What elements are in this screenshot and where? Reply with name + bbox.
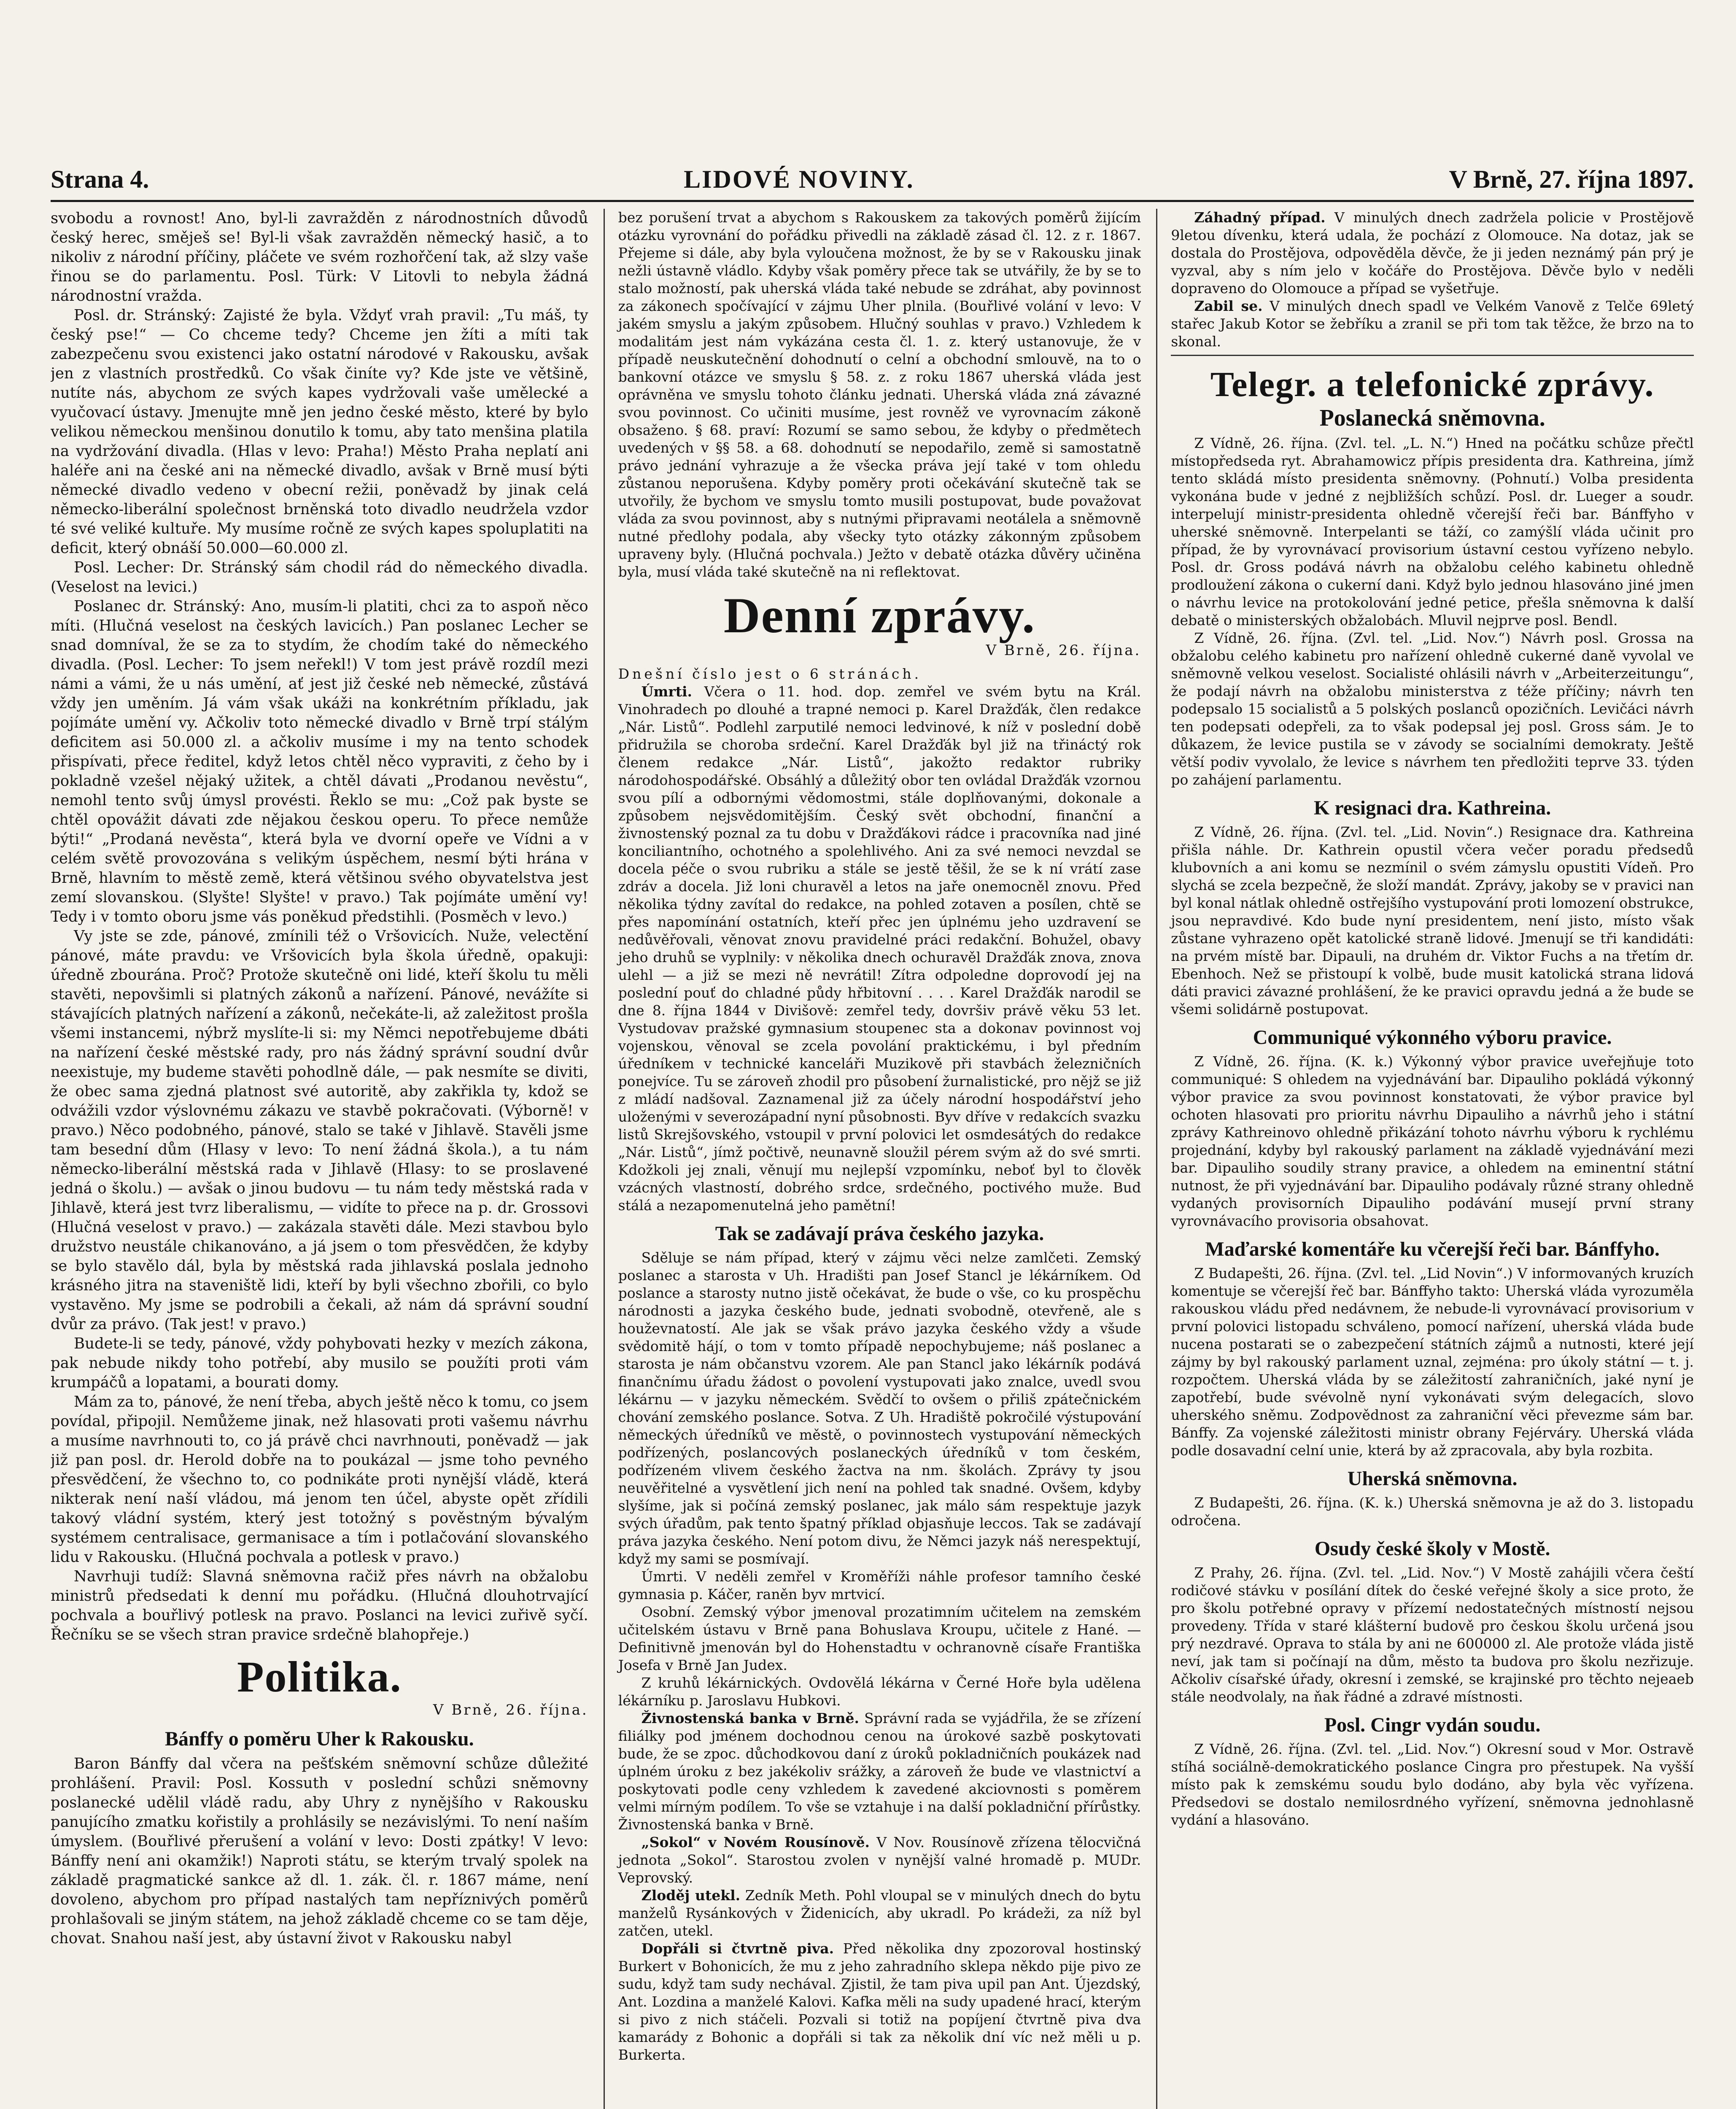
section-title-telegr: Telegr. a telefonické zprávy. xyxy=(1210,365,1655,404)
article-headline: Uherská sněmovna. xyxy=(1347,1467,1518,1490)
news-text: Před několika dny zpozoroval hostinský Burkert v Bohonicích, že mu z jeho zahradního sklepa někdo pije pivo ze sudu, když tam sudy nechával. Zjistil, že tam piva upil pan Ant. Újezdský, Ant. Lozdina a manželé Kalovi. Kafka měli na sudy upadené hrací, kterým si pivo z nich stáčeli. Pozvali si totiž na popíjení čtvrtně piva dva kamarády z Bohonic a dopřáli si tak za několik dní víc než měli u p. Burkerta. xyxy=(618,1940,1141,2063)
paragraph: Budete-li se tedy, pánové, vždy pohybovati hezky v mezích zákona, pak nebude nikdy toho potřebí, aby musilo se použíti proti vám krumpáčů a lopatami, a bourati domy. xyxy=(51,1335,588,1391)
paragraph: Z Vídně, 26. října. (Zvl. tel. „Lid. Novin“.) Resignace dra. Kathreina přišla náhle. Dr. Kathrein opustil včera večer poradu předsedů klubovních a ani komu se nezmínil o svém zámyslu opustiti Vídeň. Pro slychá se zcela bezpečně, že složí mandát. Zprávy, jakoby se v pravici nan byl konal nátlak ohledně ostřejšího vystupování proti lomození obstrukce, jsou nepravdivé. Kdo bude nyní presidentem, není jisto, místo však zůstane vyhrazeno opět katolické straně lidové. Jmenují se tři kandidáti: na prvém místě bar. Dipauli, na druhém dr. Viktor Fuchs a na třetím dr. Ebenhoch. Než se přistoupí k volbě, bude musit katolická strana lidová dáti pravici závazné prohlášení, že ke pravici opravdu jedná a že bude se všemi solidárně postupovat. xyxy=(1171,824,1694,1017)
column-2 xyxy=(604,209,1141,2109)
news-heading: Zabil se. xyxy=(1194,298,1263,314)
divider xyxy=(1171,355,1694,356)
paragraph: Úmrti. V neděli zemřel v Kroměříži náhle profesor tamního české gymnasia p. Káčer, raněn byv mrtvicí. xyxy=(618,1568,1141,1602)
paragraph: Z Vídně, 26. října. (Zvl. tel. „Lid. Nov.“) Návrh posl. Grossa na obžalobu celého kabinetu pro nařízení ohledně cukerné daně vyvolal ve sněmovně velkou veselost. Socialisté ohlásili návrh v „Arbeiterzeitungu“, že podají návrh na obžalobu ministerstva z téže příčiny; návrh ten podepsalo 15 socialistů a 5 polských poslanců opozičních. Levičáci návrh ten podepsati odepřeli, za to však podepsal jej posl. Gross sám. Je to důkazem, že levice pustila se v závody se socialními demokraty. Ještě větší podiv vyvolalo, že levice s návrhem ten předložiti teprve 33. týden po zahájení parlamentu. xyxy=(1171,630,1694,788)
news-text: V Nov. Rousínově zřízena tělocvičná jednota „Sokol“. Starostou zvolen v nynější valné hromadě p. MUDr. Veprovský. xyxy=(618,1834,1141,1886)
place-date: V Brně, 27. října 1897. xyxy=(1449,165,1694,193)
dateline: V Brně, 26. října. xyxy=(433,1702,588,1718)
paragraph: Z Budapešti, 26. října. (Zvl. tel. „Lid Novin“.) V informovaných kruzích komentuje se včerejší řeč bar. Bánffyho takto: Uherská vláda vyrozuměla rakouskou vládu před nedávnem, že nebude-li vyrovnávací provisorium v první polovici listopadu schváleno, pomocí nařízení, uherská vláda bude nucena postarati se o zabezpečení státních zájmů a nutnosti, které její zájmy by byl rakouský parlament uznal, zejména: pro úkoly státní — t. j. rozpočtem. Uherská vláda by se záležitostí zahraničních, jaké nyní je zapotřebí, bude svévolně nyní vykonávati svým delegacích, slovo uherského sněmu. Zodpovědnost za zahraniční věci převezme sám bar. Bánffy. Za vojenské záležitosti ministr obrany Fejérváry. Uherská vláda podle dosavadní celní unie, která by až zpracovala, aby byla rozbita. xyxy=(1171,1265,1694,1459)
paragraph: bez porušení trvat a abychom s Rakouskem za takových poměrů žijícím otázku vyrovnání do pořádku přivedli na základě zásad čl. 12. z r. 1867. Přejeme si dále, aby byla vyloučena možnost, že by se v Rakousku jinak nežli ústavně vládlo. Kdyby však poměry přece tak se utvářily, že by se to stalo možností, pak uherská vláda také nebude se zdráhat, aby povinnost za zákonech spočívající v zájmu Uher plnila. (Bouřlivé volání v levo: V jakém smyslu a jakým způsobem. Hlučný souhlas v pravo.) Vzhledem k modalitám jest nám vykázána cesta čl. 1. z. který ustanovuje, že v případě neuskutečnění dohodnutí o celní a obchodní smlouvě, na to o bankovní otázce ve smyslu § 58. z. z roku 1867 uherská vláda jest oprávněna ve smyslu tohoto článku jednati. Uherská vláda zná závazné svou povinnost. Co učiniti musíme, jest rovněž ve vyrovnacím zákoně obsaženo. § 68. praví: Rozumí se samo sebou, že kdyby o předmětech uvedených v §§ 58. a 68. dohodnutí se nepodařilo, země si samostatně právo jednání vyhrazuje a že všecka práva její také v tom ohledu zůstanou neporušena. Kdyby poměry proti očekávání skutečně tak se utvořily, že bychom ve smyslu tomto musili postupovat, bude považovat vláda za svou povinnost, aby s nutnými připravami neotálela a sněmovně nutné předlohy podala, aby všecky tyto otázky zákonným způsobem upraveny byly. (Hlučná pochvala.) Ježto v debatě otázka důvěry učiněna byla, musí vláda také skutečně na ni reflektovat. xyxy=(618,209,1141,580)
paragraph: svobodu a rovnost! Ano, byl-li zavražděn z národnostních důvodů český herec, směješ se! Byl-li však zavražděn německý hasič, a to nikoliv z národní příčiny, pláčete ve svém rozhořčení tak, až slzy vaše řinou se do parlamentu. Posl. Türk: V Litovli to nebyla žádná národnostní vražda. xyxy=(51,210,588,305)
news-text: Včera o 11. hod. dop. zemřel ve svém bytu na Král. Vinohradech po dlouhé a trapné nemoci p. Karel Dražďák, člen redakce „Nár. Listů“. Podlehl zarputilé nemoci ledvinové, k níž v poslední době přidružila se choroba srdeční. Karel Dražďák byl již na třináctý rok členem redakce „Nár. Listů“, jakožto redaktor rubriky národohospodářské. Obsáhlý a důležitý obor ten ovládal Dražďák vzornou svou pílí a odbornými vědomostmi, stále doplňovanými, dokonale a způsobem nejsvědomitějším. Český svět obchodní, finanční a živnostenský poznal za tu dobu v Dražďákovi rádce i pracovníka nad jiné konciliantního, ochotného a spolehlivého. Ani za své nemoci nevzdal se docela péče o svou rubriku a stále se jestě těšil, že se k ní vrátí zase zdráv a docela. Již loni churavěl a letos na jaře onemocněl znovu. Před několika týdny zavítal do redakce, na pohled zotaven a posílen, chtě se přes napomínání ostatních, kteří přec jen úplnému jeho uzdravení se nedůvěřovali, věnovat znovu pravidelné práci redakční. Bohužel, obavy jeho druhů se vyplnily: v několika dnech ochuravěl Dražďák znova, znova ulehl — a již se mezi ně nevrátil! Zítra odpoledne doprovodí jej na poslední pouť do chladné půdy hřbitovní . . . . Karel Dražďák narodil se dne 8. října 1844 v Divišově: zemřel tedy, dovršiv právě věku 53 let. Vystudovav pražské gymnasium stoupenec sta a dokonav povinnost voj vojenskou, věnoval se zcela povolání praktickému, i byl předním úředníkem v technické kanceláři Muzikově při stavbách železničních ponejvíce. Tu se zároveň zhodil pro působení žurnalistické, pro nějž se již z mládí nadšoval. Zaznamenal již za účely národní hospodářství jeho uloženými v severozápadní nyní působnosti. Byv dříve v redakcích svazku listů Skrejšovského, vstoupil v první polovici let osmdesátých do redakce „Nár. Listů“, jímž počtivě, neunavně sloužil pérem svým až do své smrti. Kdožkoli jej znali, věnují mu nejlepší vzpomínku, neboť byl to člověk vzácných vlastností, dobrého srdce, srdečného, poctivého muže. Buď stálá a nezapomenutelná jeho pamětní! xyxy=(618,683,1141,1214)
article-headline: Posl. Cingr vydán soudu. xyxy=(1324,1714,1541,1736)
page-number: Strana 4. xyxy=(51,165,149,193)
news-heading: Živnostenská banka v Brně. xyxy=(641,1710,860,1726)
paragraph: Z Prahy, 26. října. (Zvl. tel. „Lid. Nov.“) V Mostě zahájili včera čeští rodičové stávku v posílání dítek do české veřejné školy a sice proto, že pro školu potřebné opravy v přízemí nedostatečných místností nejsou provedeny. Třída v staré klášterní budově pro českou školu určená jsou prý nezdravé. Oprava to stála by ani ne 600000 zl. Ale protože vláda jistě neví, jak tam si počínají na dům, město ta budova pro školu nezřizuje. Ačkoliv císařské úřady, okresní i zemské, se krajinské pro těchto nejeaeb stále neodvolaly, na ňak řádné a zdravé místnosti. xyxy=(1171,1564,1694,1705)
paragraph: Posl. Lecher: Dr. Stránský sám chodil rád do německého divadla. (Veselost na levici.) xyxy=(51,559,588,596)
article-headline: K resignaci dra. Kathreina. xyxy=(1314,797,1551,819)
paragraph: Z Vídně, 26. října. (K. k.) Výkonný výbor pravice uveřejňuje toto communiqué: S ohledem na vyjednávání bar. Dipauliho pokládá výkonný výbor pravice za svou povinnost konstatovati, že výbor pravice byl ochoten hlasovati pro prioritu návrhu Dipauliho a návrhů jeho i státní zprávy Kathreinovo ohledně přikázání tohoto návrhu výboru k rychlému projednání, kdyby byl rakouský parlament na základě vyjednávání mezi bar. Dipauliho soudily strany pravice, a ohledem na eminentní státní nutnost, že při vyjednávání bar. Dipauliho podávaly různé strany ohledně vydaných provisorních Dipauliho podávání musejí první strany vyrovnávacího provisoria obsahovat. xyxy=(1171,1053,1694,1229)
dateline: V Brně, 26. října. xyxy=(986,642,1141,659)
paragraph: Baron Bánffy dal včera na pešťském sněmovní schůze důležité prohlášení. Pravil: Posl. Kossuth v poslední schůzi sněmovny poslanecké udělil vládě radu, aby Uhry z nynějšího v Rakousku panujícího zmatku kořistily a prohlásily se nezávislými. To není naším úmyslem. (Bouřlivé přerušení a volání v levo: Dosti zpátky! V levo: Bánffy není ani okamžik!) Naproti státu, se kterým trvalý spolek na základě pragmatické sankce až dl. 1. zák. čl. r. 1867 máme, není dovoleno, abychom pro případ nastalých tam nepříznivých poměrů prohlašovali se jiným státem, na jehož základě chceme co se tam děje, chovat. Snahou naší jest, aby ústavní život v Rakousku nabyl xyxy=(51,1755,588,1947)
news-heading: Dopřáli si čtvrtně piva. xyxy=(641,1940,834,1957)
column-1 xyxy=(51,209,588,2109)
section-subtitle: Poslanecká sněmovna. xyxy=(1319,405,1545,431)
paragraph: Z Budapešti, 26. října. (K. k.) Uherská sněmovna je až do 3. listopadu odročena. xyxy=(1171,1494,1694,1529)
paragraph: Z Vídně, 26. října. (Zvl. tel. „L. N.“) Hned na počátku schůze přečtl místopředseda ryt. Abrahamowicz přípis presidenta dra. Kathreina, jímž tento skládá místo presidenta sněmovny. (Pohnutí.) Volba presidenta vykonána bude v jedné z nejbližších schůzí. Posl. dr. Lueger a soudr. interpelují ministr-presidenta ohledně včerejší řeči bar. Bánffyho v uherské sněmovně. Interpelanti se táží, co zamýšlí vláda učinit pro případ, že by vyrovnávací provisorium ústavní cestou vyřízeno nebylo. Posl. dr. Gross podává návrh na obžalobu celého kabinetu ohledně prodloužení zákona o cukerní dani. Když bylo jednou hlasováno jiné jmen o návrhu levice na protokolování jedné petice, přešla sněmovna k další debatě o ministerských obžalobách. Mluvil nejprve posl. Bendl. xyxy=(1171,435,1694,628)
news-heading: „Sokol“ v Novém Rousínově. xyxy=(641,1834,870,1850)
column-3 xyxy=(1156,209,1694,2109)
article-headline: Bánffy o poměru Uher k Rakousku. xyxy=(165,1728,474,1750)
paragraph: Vy jste se zde, pánové, zmínili též o Vršovicích. Nuže, velectění pánové, máte pravdu: ve Vršovicích byla škola úředně, opakuji: úředně zbourána. Proč? Protože skutečně oni lidé, kteří školu tu měli stavěti, nepovšimli si platných zákonů a nařízení. Pánové, nevážíte si stávajících platných nařízení a zákonů, nečekáte-li, až zaležitost prošla všemi instancemi, nýbrž myslíte-li si: my Němci nepotřebujeme dbáti na nařízení české městské rady, pro nás žádný správní soudní dvůr neexistuje, my budeme stavěti pohodlně dále, — pak nesmíte se diviti, že obec sama zjedná platnost své autoritě, aby zakřikla ty, kdož se odvážili vzdor výslovnému zákazu ve stavbě pokračovati. (Výborně! v pravo.) Něco podobného, pánové, stalo se také v Jihlavě. Stavěli jsme tam besední dům (Hlasy v levo: To není žádná škola.), a tu nám německo-liberální městská rada v Jihlavě (Hlasy: to se proslavené jedná o školu.) — avšak o jinou budovu — tu nám tedy městská rada v Jihlavě, která jest tvrz liberalismu, — vidíte to přece na p. dr. Grossovi (Hlučná veselost v pravo.) — zakázala stavěti dále. Mezi stavbou bylo družstvo neustále chikanováno, a já jsem o tom přesvědčen, že kdyby se bylo stavělo dál, byla by městská rada jihlavská poslala jednoho krásného jitra na staveniště lidi, kteří by byli všechno zbořili, co bylo vystavěno. My jsme se podrobili a čekali, až nám dá správní soudní dvůr za právo. (Tak jest! v pravo.) xyxy=(51,928,588,1333)
section-title-denni-zpravy: Denní zprávy. xyxy=(723,587,1036,643)
news-text: V minulých dnech zadržela policie v Prostějově 9letou dívenku, která udala, že pochází z Olomouce. Na dotaz, jak se dostala do Prostějova, odpověděla děvče, že ji jeden neznámý pán prý je vyzval, aby s ním jelo v kočáře do Prostějova. Děvče bylo v neděli dopraveno do Olomouce a případ se vyšetřuje. xyxy=(1171,209,1694,297)
paragraph: Sděluje se nám případ, který v zájmu věci nelze zamlčeti. Zemský poslanec a starosta v Uh. Hradišti pan Josef Stancl je lékárníkem. Od poslance a starosty nutno jistě očekávat, že bude o vše, co ku prospěchu národnosti a jazyka českého bude, jednati svobodně, otevřeně, ale s houževnatostí. Ale jak se však právo jazyka českého vždy a všude svědomitě hájí, o tom v tomto případě nepochybujeme; náš poslanec a starosta je nám občanstvu vzorem. Ale pan Stancl jako lékárník podává finančnímu úřadu žádost o povolení vystupovati jako znalce, uvedl svou lékárnu — v jazyku německém. Svědčí to ovšem o přiliš zpátečnickém chování zemského poslance. Sotva. Z Uh. Hradiště pokročilé výstupování německých úředníků ve městě, o povinnostech vystupování německých podřízených, poslancových poslaneckých úředníků v tom českém, podřízeném vlivem českého žactva na nm. školách. Zprávy ty jsou neuvěřitelné a vysvětlení jich není na pohled tak snadné. Ovšem, kdyby slyšíme, jak si počíná zemský poslanec, jak málo sám respektuje jazyk svých úřadům, pak tento špatný příklad objasňuje leccos. Tak se zadávají práva jazyka českého. Není potom divu, že Němci jazyk náš nerespektují, když my sami se posmívají. xyxy=(618,1249,1141,1567)
news-heading: Zloděj utekl. xyxy=(641,1887,741,1904)
article-headline: Communiqué výkonného výboru pravice. xyxy=(1253,1026,1612,1049)
columns xyxy=(51,209,1694,2109)
news-text: Zedník Meth. Pohl vloupal se v minulých dnech do bytu manželů Rysánkových v Židenicích, aby ukradl. Po krádeži, za níž byl zatčen, utekl. xyxy=(618,1887,1141,1939)
article-headline: Maďarské komentáře ku včerejší řeči bar. Bánffyho. xyxy=(1205,1238,1660,1260)
paragraph: Poslanec dr. Stránský: Ano, musím-li platiti, chci za to aspoň něco míti. (Hlučná veselost na českých lavicích.) Pan poslanec Lecher se snad domníval, že se za to stydím, že chodím také do německého divadla. (Posl. Lecher: To jsem neřekl!) V tom jest právě rozdíl mezi námi a vámi, že u nás umění, ať jest již české neb německé, zůstává vždy jen uměním. Já vám však ukáži na konkrétním příkladu, jak pojímáte umění vy. Ačkoliv toto německé divadlo v Brně trpí stálým deficitem asi 50.000 zl. a ačkoliv musíme i my na tento schodek přispívati, přece ředitel, když letos chtěl něco vypraviti, z čeho by i pokladně vzešel nějaký užitek, a chtěl dávati „Prodanou nevěstu“, nemohl tento svůj úmysl provésti. Řeklo se mu: „Což pak byste se chtěl opovážit dávati zde nějakou českou operu. To přece nemůže býti!“ „Prodaná nevěsta“, která byla ve dvorní opeře ve Vídni a v celém světě provozována s velikým úspěchem, nesmí býti hrána v Brně, hlavním to městě země, která většinou svého obyvatelstva jest zemí slovanskou. (Slyšte! Slyšte! v pravo.) Tak pojímáte umění vy! Tedy i v tomto oboru jsme vás poněkud předstihli. (Posměch v levo.) xyxy=(51,598,588,925)
article-headline: Tak se zadávají práva českého jazyka. xyxy=(715,1222,1044,1245)
article-headline: Osudy české školy v Mostě. xyxy=(1314,1537,1550,1560)
news-heading: Úmrti. xyxy=(641,683,693,700)
news-heading: Záhadný případ. xyxy=(1194,209,1326,226)
paragraph: Navrhuji tudíž: Slavná sněmovna račiž přes návrh na obžalobu ministrů předsedati k denní mu pořádku. (Hlučná dlouhotrvající pochvala a bouřlivý potlesk na pravo. Poslanci na levici zuřivě syčí. Řečníku se se všech stran pravice srdečně blahopřeje.) xyxy=(51,1568,588,1643)
issue-note: Dnešní číslo jest o 6 stránách. xyxy=(618,666,922,682)
news-text: Správní rada se vyjádřila, že se zřízení filiálky pod jménem dochodnou cenou na úrokové sazbě poskytovati bude, že se zpoc. důchodkovou daní z úroků pokladničních poukázek nad úplném úroku z bez jakékoliv srážky, a zároveň že bude ve vlastnictví a poskytovati podle ceny vzhledem k zavedené akciovnosti s poměrem velmi mírným podílem. To vše se vztahuje i na další pokladniční přírůstky. Živnostenská banka v Brně. xyxy=(618,1710,1141,1833)
running-head xyxy=(51,165,1694,202)
paragraph: Posl. dr. Stránský: Zajisté že byla. Vždyť vrah pravil: „Tu máš, ty český pse!“ — Co chceme tedy? Chceme jen žíti a míti tak zabezpečenu svou existenci jako ostatní národové v Rakousku, avšak jen z vlastních prostředků. Co však činíte vy? Kde jste ve většině, nutíte nás, abychom ze svých kapes vydržovali vaše umělecké a vyučovací ústavy. Jmenujte mně jen jedno české město, které by bylo velikou německou menšinou donutilo k tomu, aby tato menšina platila na vydržování divadla. (Hlas v levo: Praha!) Město Praha neplatí ani haléře ani na české ani na německé divadlo, avšak v Brně musí býti německé divadlo vedeno v obecní režii, poněvadž by jinak celá německo-liberální společnost brněnská toto divadlo neudržela vzdor té své veliké kultuře. My musíme ročně ze svých kapes spoluplatiti na deficit, který obnáší 50.000—60.000 zl. xyxy=(51,307,588,557)
section-title-politika: Politika. xyxy=(237,1653,402,1701)
paragraph: Mám za to, pánové, že není třeba, abych ještě něco k tomu, co jsem povídal, připojil. Nemůžeme jinak, než hlasovati proti vašemu návrhu a musíme navrhnouti to, co já právě chci navrhnouti, poněvadž — jak již pan posl. dr. Herold dobře na to poukázal — jsme toho pevného přesvědčení, že všechno to, co podnikáte proti nynější vládě, která nikterak není naší vládou, má jenom ten účel, abyste opět zřídili takový vládní systém, který jest totožný s pověstným bývalým systémem centralisace, germanisace a tím i potlačování slovanského lidu v Rakousku. (Hlučná pochvala a potlesk v pravo.) xyxy=(51,1393,588,1566)
paragraph: Z kruhů lékárnických. Ovdovělá lékárna v Černé Hoře byla udělena lékárníku p. Jaroslavu Hubkovi. xyxy=(618,1675,1141,1709)
masthead: LIDOVÉ NOVINY. xyxy=(684,165,914,193)
news-text: V minulých dnech spadl ve Velkém Vanově z Telče 69letý stařec Jakub Kotor se žebříku a zranil se při tom tak těžce, že brzo na to skonal. xyxy=(1171,298,1694,350)
paragraph: Osobní. Zemský výbor jmenoval prozatimním učitelem na zemském učitelském ústavu v Brně pana Bohuslava Kroupu, učitele z Hané. — Definitivně jmenován byl do Hohenstadtu v ochranovně císaře Františka Josefa v Brně Jan Judex. xyxy=(618,1604,1141,1673)
paragraph: Z Vídně, 26. října. (Zvl. tel. „Lid. Nov.“) Okresní soud v Mor. Ostravě stíhá sociálně-demokratického poslance Cingra pro přestupek. Na vyšší místo pak k zemskému soudu bylo dodáno, aby byla věc vyřízena. Předsedovi se dostalo nemilosrdného vyřízení, sněmovna jednohlasně vydání a hlasováno. xyxy=(1171,1741,1694,1828)
